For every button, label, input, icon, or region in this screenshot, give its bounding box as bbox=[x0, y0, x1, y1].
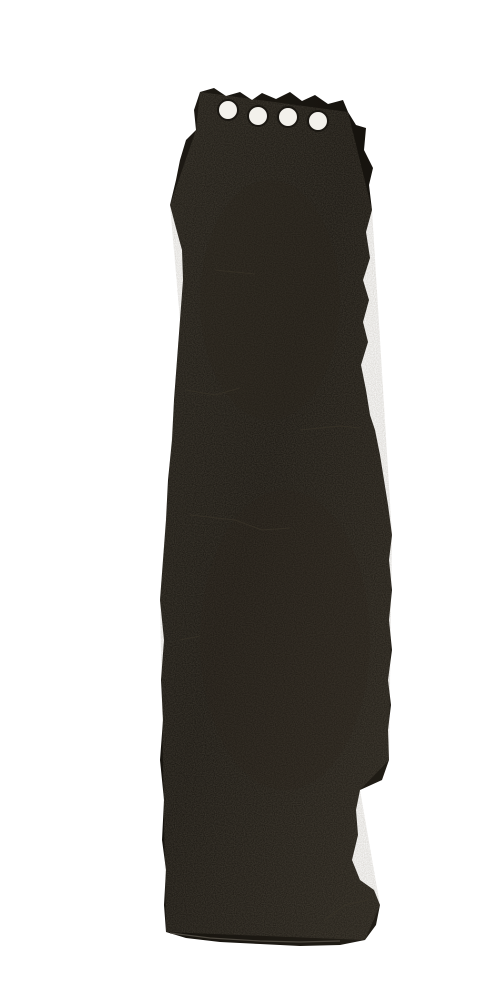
hole-1 bbox=[218, 100, 238, 120]
hole-3 bbox=[278, 107, 298, 127]
paper-sheen bbox=[200, 490, 370, 790]
hole-2 bbox=[248, 106, 268, 126]
hole-4 bbox=[308, 111, 328, 131]
paper-sheen bbox=[200, 180, 340, 420]
